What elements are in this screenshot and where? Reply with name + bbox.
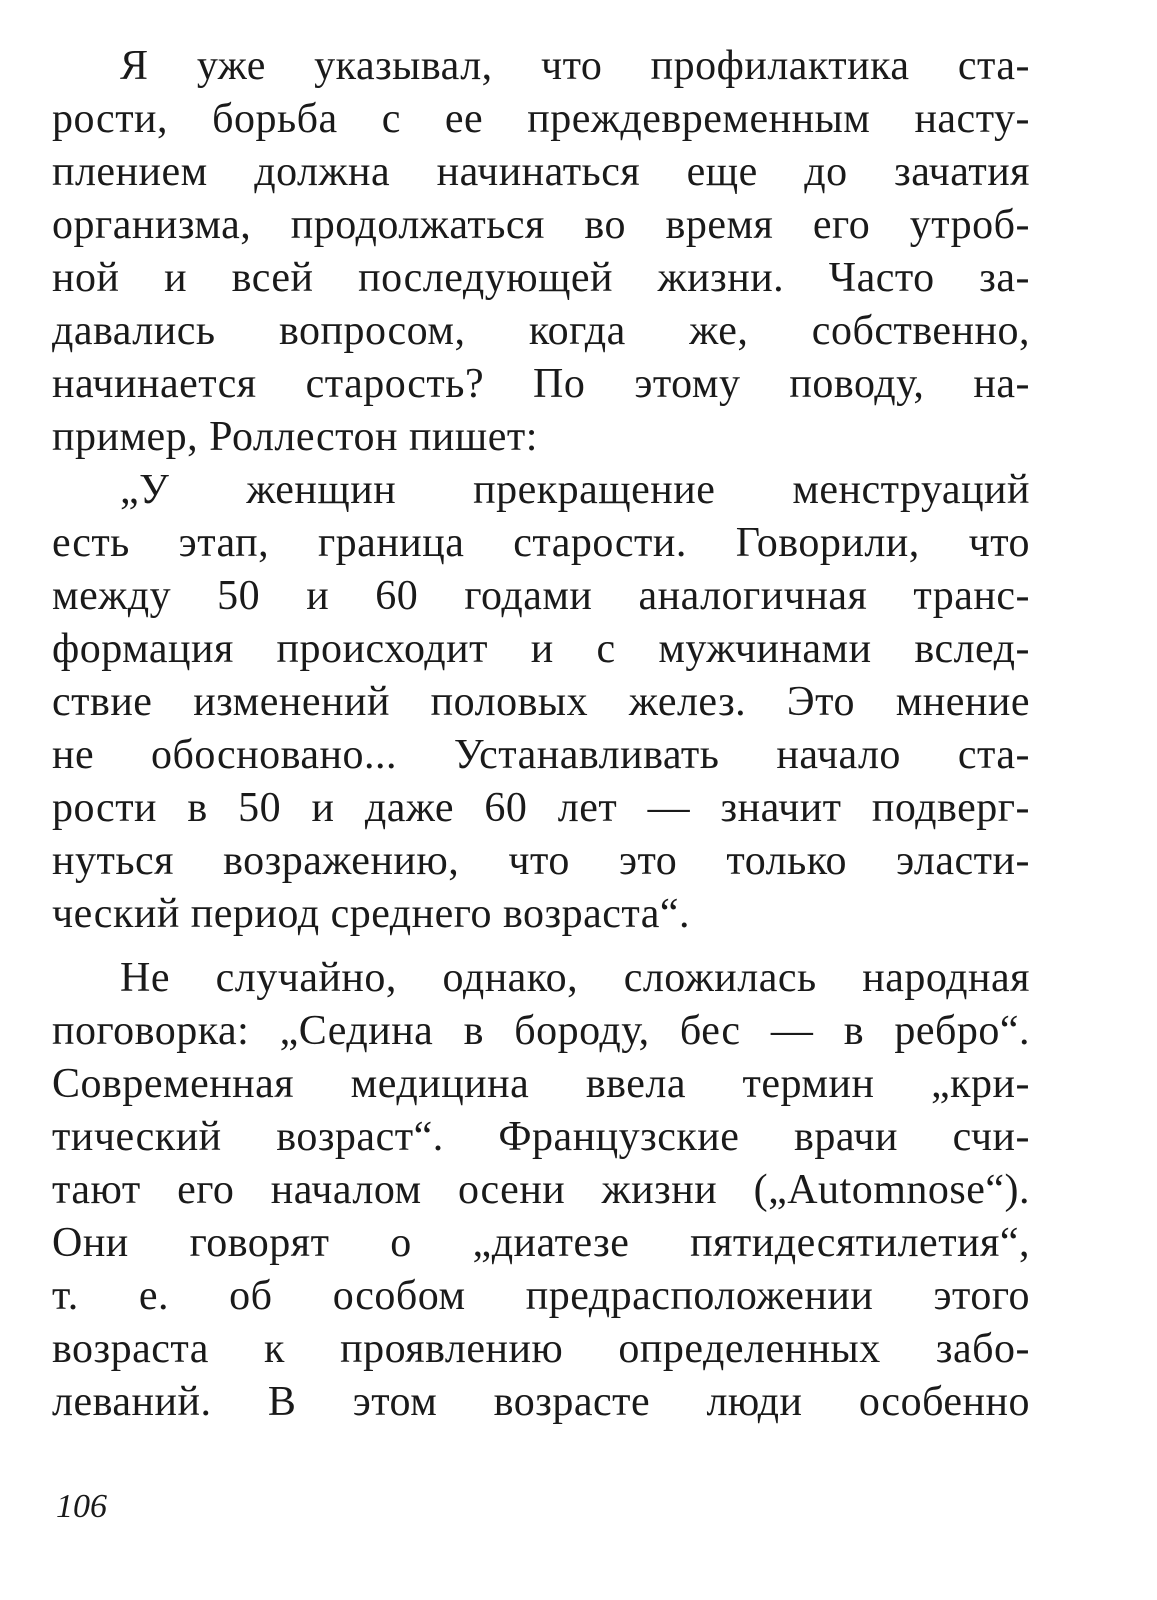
- text-line: рости в 50 и даже 60 лет — значит подверг-: [52, 785, 1030, 831]
- text-line: есть этап, граница старости. Говорили, что: [52, 520, 1030, 566]
- text-line: плением должна начинаться еще до зачатия: [52, 149, 1030, 195]
- text-line: рости, борьба с ее преждевременным насту-: [52, 96, 1030, 142]
- text-line: тический возраст“. Французские врачи счи-: [52, 1114, 1030, 1160]
- paragraph: [52, 952, 1030, 1429]
- text-line: возраста к проявлению определенных забо-: [52, 1326, 1030, 1372]
- paragraph-gap: [52, 941, 1030, 952]
- text-line: тают его началом осени жизни („Automnose“).: [52, 1167, 1030, 1213]
- text-line: поговорка: „Седина в бороду, бес — в ребро“.: [52, 1008, 1030, 1054]
- text-line: нуться возражению, что это только эласти-: [52, 838, 1030, 884]
- paragraph: [52, 40, 1030, 464]
- text-line: Не случайно, однако, сложилась народная: [120, 955, 1030, 1001]
- text-line: „У женщин прекращение менструаций: [120, 467, 1030, 513]
- text-line: формация происходит и с мужчинами вслед-: [52, 626, 1030, 672]
- text-line: Современная медицина ввела термин „кри-: [52, 1061, 1030, 1107]
- text-line: Они говорят о „диатезе пятидесятилетия“,: [52, 1220, 1030, 1266]
- text-line: организма, продолжаться во время его утроб-: [52, 202, 1030, 248]
- text-line: ствие изменений половых желез. Это мнение: [52, 679, 1030, 725]
- text-line: не обосновано... Устанавливать начало ста-: [52, 732, 1030, 778]
- text-line: ческий период среднего возраста“.: [52, 891, 691, 937]
- quote-paragraph: [52, 464, 1030, 941]
- text-line: начинается старость? По этому поводу, на-: [52, 361, 1030, 407]
- text-line: между 50 и 60 годами аналогичная транс-: [52, 573, 1030, 619]
- text-line: давались вопросом, когда же, собственно,: [52, 308, 1030, 354]
- text-line: пример, Роллестон пишет:: [52, 414, 538, 460]
- text-line: т. е. об особом предрасположении этого: [52, 1273, 1030, 1319]
- page-number: 106: [56, 1488, 107, 1525]
- page-body: [52, 40, 1030, 1429]
- text-line: Я уже указывал, что профилактика ста-: [120, 43, 1030, 89]
- text-line: ной и всей последующей жизни. Часто за-: [52, 255, 1030, 301]
- text-line: леваний. В этом возрасте люди особенно: [52, 1379, 1030, 1425]
